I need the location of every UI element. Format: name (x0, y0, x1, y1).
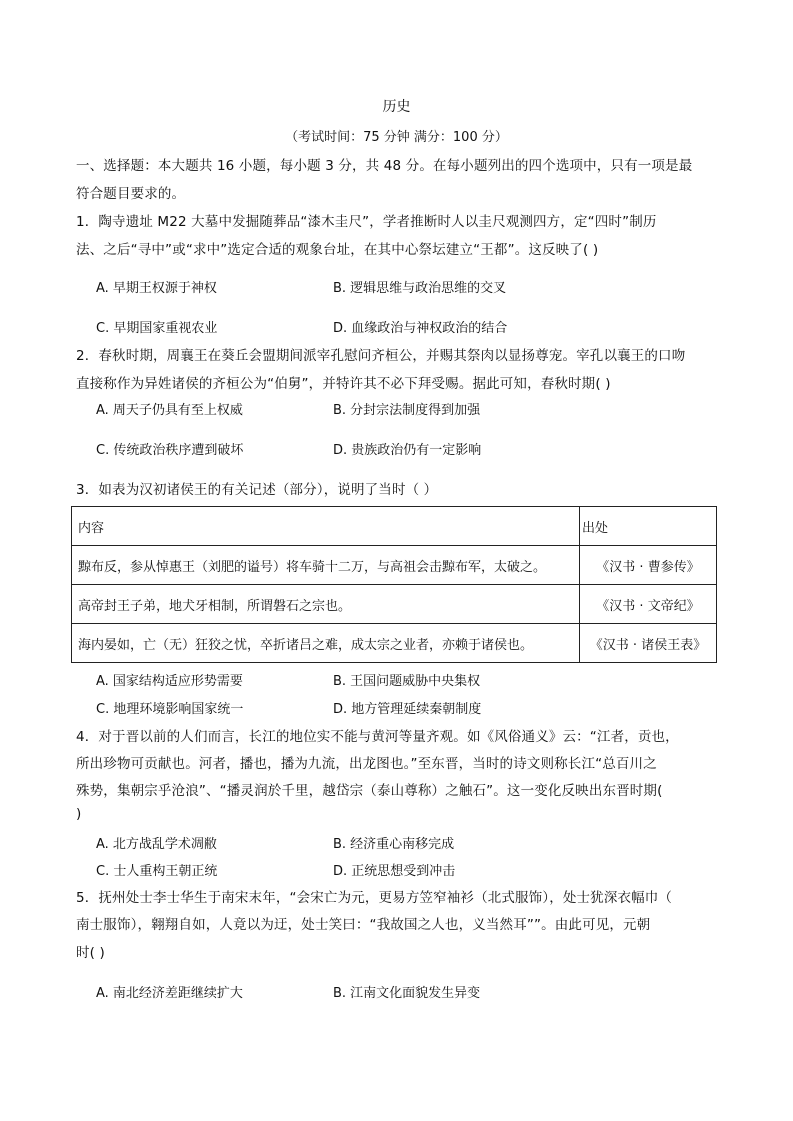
question-5-line-1: 5．抚州处士李士华生于南宋末年，“会宋亡为元，更易方笠窄袖衫（北式服饰），处士犹深衣幅巾（ (76, 890, 673, 906)
table-cell-content: 黥布反，参从悼惠王（刘肥的谥号）将车骑十二万，与高祖会击黥布军，太破之。 (72, 546, 580, 585)
table-header-source: 出处 (580, 507, 717, 546)
table-cell-source: 《汉书 · 诸侯王表》 (580, 624, 717, 663)
question-4-line-4: ) (76, 806, 82, 822)
question-4-line-2: 所出珍物可贡献也。河者，播也，播为九流，出龙图也。”至东晋，当时的诗文则称长江“总百川之 (76, 756, 657, 772)
page-title: 历史 (382, 99, 411, 115)
question-4-line-3: 殊势，集朝宗乎沧浪”、“播灵润於千里，越岱宗（泰山尊称）之触石”。这一变化反映出东晋时期( (76, 783, 663, 799)
table-row (72, 624, 717, 663)
question-2-line-1: 2．春秋时期，周襄王在葵丘会盟期间派宰孔慰问齐桓公，并赐其祭肉以显扬尊宠。宰孔以襄王的口吻 (76, 348, 686, 364)
exam-info: （考试时间：75 分钟 满分：100 分） (285, 130, 508, 145)
question-1-option-c: C. 早期国家重视农业 (96, 321, 218, 336)
table-cell-source: 《汉书 · 曹参传》 (580, 546, 717, 585)
question-4-option-a: A. 北方战乱学术凋敝 (96, 837, 217, 852)
question-4-option-c: C. 士人重构王朝正统 (96, 864, 218, 879)
table-cell-content: 海内晏如，亡（无）狂狡之忧，卒折诸吕之难，成太宗之业者，亦赖于诸侯也。 (72, 624, 580, 663)
source-table (71, 506, 717, 663)
question-5-line-2: 南士服饰），翱翔自如，人竟以为迂，处士笑曰：“我故国之人也，义当然耳””。由此可见，元朝 (76, 917, 651, 933)
section-instructions-line-1: 一、选择题：本大题共 16 小题，每小题 3 分，共 48 分。在每小题列出的四个选项中，只有一项是最 (76, 158, 693, 174)
question-5-option-a: A. 南北经济差距继续扩大 (96, 986, 243, 1001)
question-3-option-a: A. 国家结构适应形势需要 (96, 674, 243, 689)
section-instructions-line-2: 符合题目要求的。 (76, 186, 186, 202)
table-row (72, 585, 717, 624)
question-2-option-b: B. 分封宗法制度得到加强 (333, 403, 481, 418)
table-header-content: 内容 (72, 507, 580, 546)
table-cell-content: 高帝封王子弟，地犬牙相制，所谓磐石之宗也。 (72, 585, 580, 624)
table-row (72, 546, 717, 585)
question-3-option-b: B. 王国问题威胁中央集权 (333, 674, 481, 689)
question-2-line-2: 直接称作为异姓诸侯的齐桓公为“伯舅”，并特许其不必下拜受赐。据此可知，春秋时期( ) (76, 376, 611, 392)
question-1-line-1: 1．陶寺遗址 M22 大墓中发掘随葬品“漆木圭尺”，学者推断时人以圭尺观测四方，定“四时”制历 (76, 214, 657, 230)
question-3-option-d: D. 地方管理延续秦朝制度 (333, 702, 482, 717)
question-4-option-b: B. 经济重心南移完成 (333, 837, 455, 852)
question-1-option-b: B. 逻辑思维与政治思维的交叉 (333, 281, 507, 296)
question-4-option-d: D. 正统思想受到冲击 (333, 864, 456, 879)
question-2-option-c: C. 传统政治秩序遭到破坏 (96, 443, 244, 458)
table-header-row (72, 507, 717, 546)
question-3-option-c: C. 地理环境影响国家统一 (96, 702, 244, 717)
question-3-line-1: 3．如表为汉初诸侯王的有关记述（部分），说明了当时（ ） (76, 482, 438, 498)
question-5-line-3: 时( ) (76, 945, 105, 961)
table-cell-source: 《汉书 · 文帝纪》 (580, 585, 717, 624)
question-1-line-2: 法、之后“寻中”或“求中”选定合适的观象台址，在其中心祭坛建立“王都”。这反映了( ) (76, 242, 599, 258)
question-2-option-d: D. 贵族政治仍有一定影响 (333, 443, 482, 458)
question-4-line-1: 4．对于晋以前的人们而言，长江的地位实不能与黄河等量齐观。如《风俗通义》云：“江者，贡也， (76, 729, 679, 745)
question-5-option-b: B. 江南文化面貌发生异变 (333, 986, 481, 1001)
question-1-option-a: A. 早期王权源于神权 (96, 281, 217, 296)
question-1-option-d: D. 血缘政治与神权政治的结合 (333, 321, 508, 336)
question-2-option-a: A. 周天子仍具有至上权威 (96, 403, 243, 418)
